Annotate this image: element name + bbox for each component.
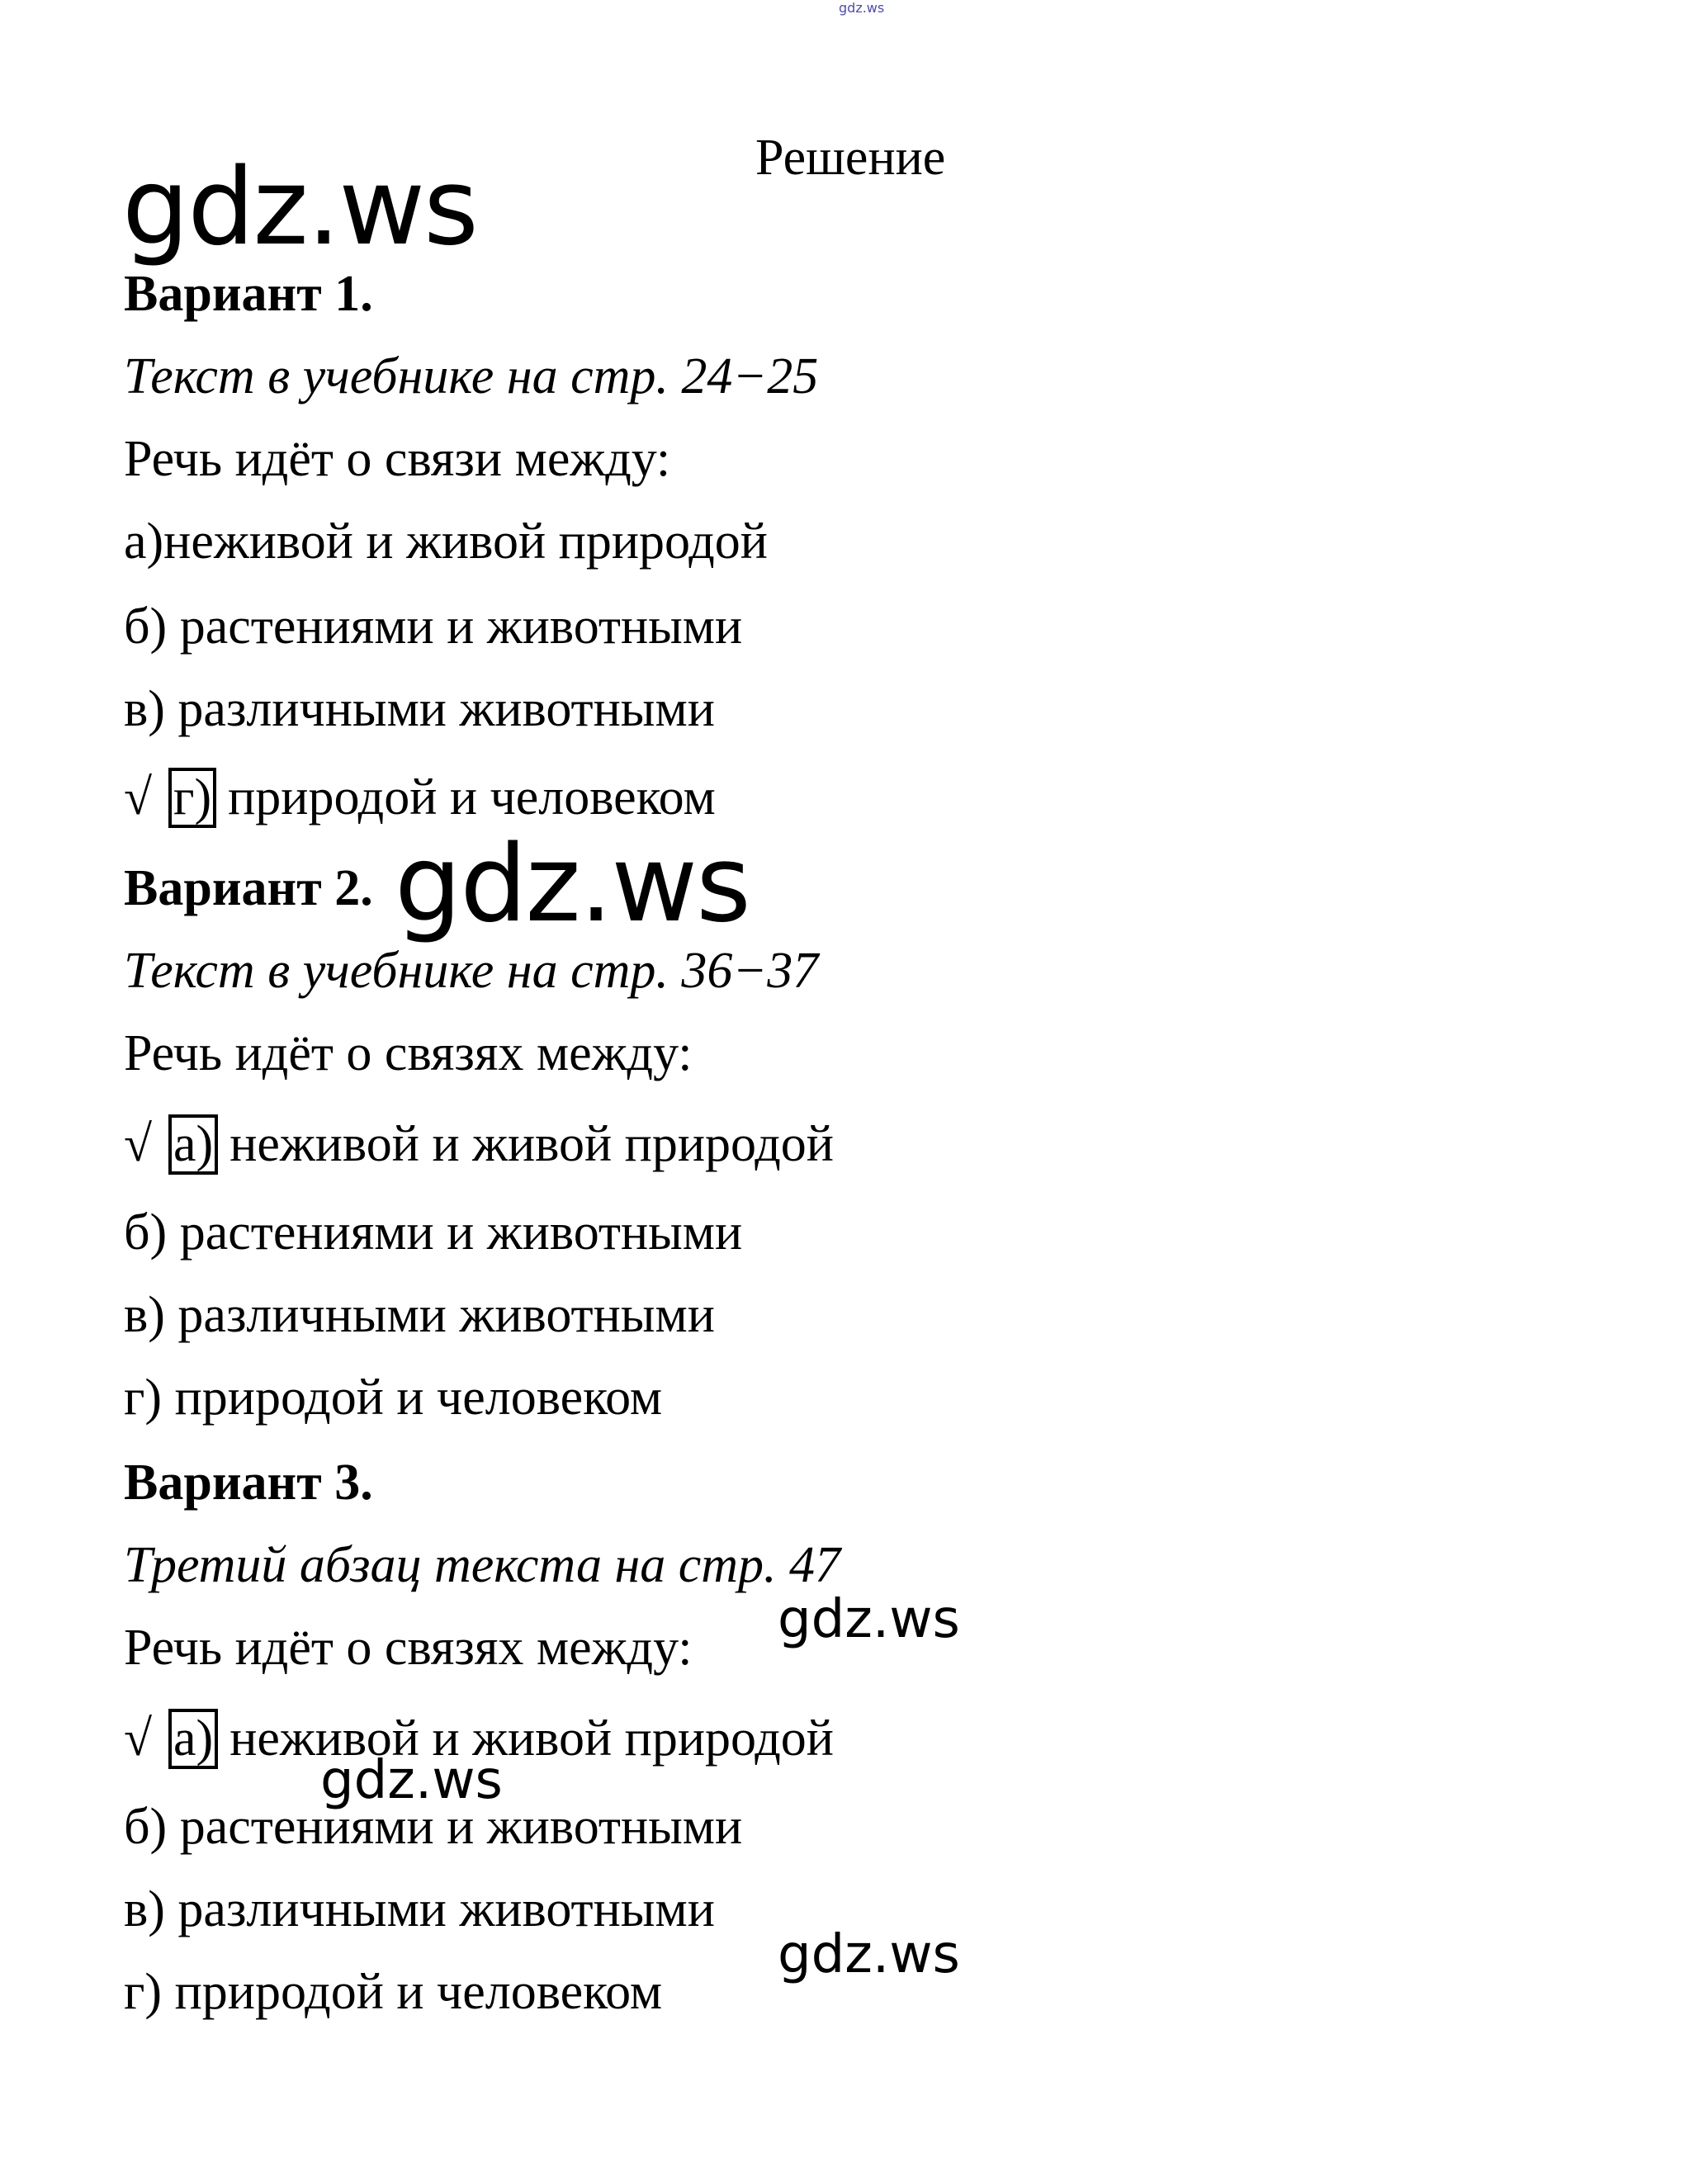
option-text: растениями и животными <box>179 1799 743 1855</box>
watermark-large: gdz.ws <box>122 146 477 269</box>
option-letter: б) <box>124 1799 168 1855</box>
option-text: различными животными <box>177 1287 715 1343</box>
watermark-medium: gdz.ws <box>320 1750 503 1811</box>
variant-3-reference: Третий абзац текста на стр. 47 <box>124 1537 840 1593</box>
selected-answer-box: а) <box>168 1114 218 1175</box>
option-letter: г) <box>124 1964 163 2020</box>
option-text: неживой и живой природой <box>163 513 768 570</box>
watermark-top: gdz.ws <box>839 0 885 16</box>
watermark-medium: gdz.ws <box>778 1589 960 1650</box>
variant-2-option-b <box>124 1204 743 1261</box>
variant-3-heading: Вариант 3. <box>124 1455 373 1511</box>
variant-2-option-a <box>124 1114 834 1175</box>
watermark-medium: gdz.ws <box>778 1924 960 1985</box>
option-letter: в) <box>124 1287 165 1343</box>
variant-1-option-b <box>124 598 743 655</box>
option-letter: б) <box>124 1204 168 1261</box>
variant-3-option-b <box>124 1799 743 1855</box>
page-title: Решение <box>755 130 946 186</box>
variant-1-option-d <box>124 768 716 828</box>
option-text: природой и человеком <box>228 769 716 825</box>
check-mark-icon: √ <box>124 769 153 825</box>
option-text: природой и человеком <box>174 1369 663 1426</box>
option-text: неживой и живой природой <box>229 1710 834 1767</box>
variant-1-question: Речь идёт о связи между: <box>124 431 671 487</box>
option-text: растениями и животными <box>179 598 743 655</box>
variant-1-option-c <box>124 681 715 737</box>
variant-1-reference: Текст в учебнике на стр. 24−25 <box>124 348 819 404</box>
selected-answer-box: г) <box>168 768 216 828</box>
option-text: природой и человеком <box>174 1964 663 2020</box>
option-letter: в) <box>124 681 165 737</box>
option-text: неживой и живой природой <box>229 1116 834 1172</box>
option-text: различными животными <box>177 681 715 737</box>
variant-1-heading: Вариант 1. <box>124 266 373 322</box>
option-letter: г) <box>124 1369 163 1426</box>
variant-2-reference: Текст в учебнике на стр. 36−37 <box>124 943 819 999</box>
check-mark-icon: √ <box>124 1710 153 1767</box>
variant-3-question: Речь идёт о связях между: <box>124 1620 693 1676</box>
watermark-large: gdz.ws <box>395 823 750 946</box>
option-letter: а) <box>124 513 164 570</box>
option-text: растениями и животными <box>179 1204 743 1261</box>
selected-answer-box: а) <box>168 1709 218 1769</box>
variant-3-option-d <box>124 1966 662 2018</box>
variant-2-option-d <box>124 1369 663 1426</box>
option-letter: б) <box>124 598 168 655</box>
variant-1-option-a <box>124 513 768 570</box>
variant-3-option-c <box>124 1881 715 1937</box>
variant-2-heading: Вариант 2. <box>124 860 373 916</box>
variant-2-question: Речь идёт о связях между: <box>124 1025 693 1081</box>
check-mark-icon: √ <box>124 1116 153 1172</box>
option-letter: в) <box>124 1881 165 1937</box>
variant-2-option-c <box>124 1289 715 1341</box>
option-text: различными животными <box>177 1881 715 1937</box>
